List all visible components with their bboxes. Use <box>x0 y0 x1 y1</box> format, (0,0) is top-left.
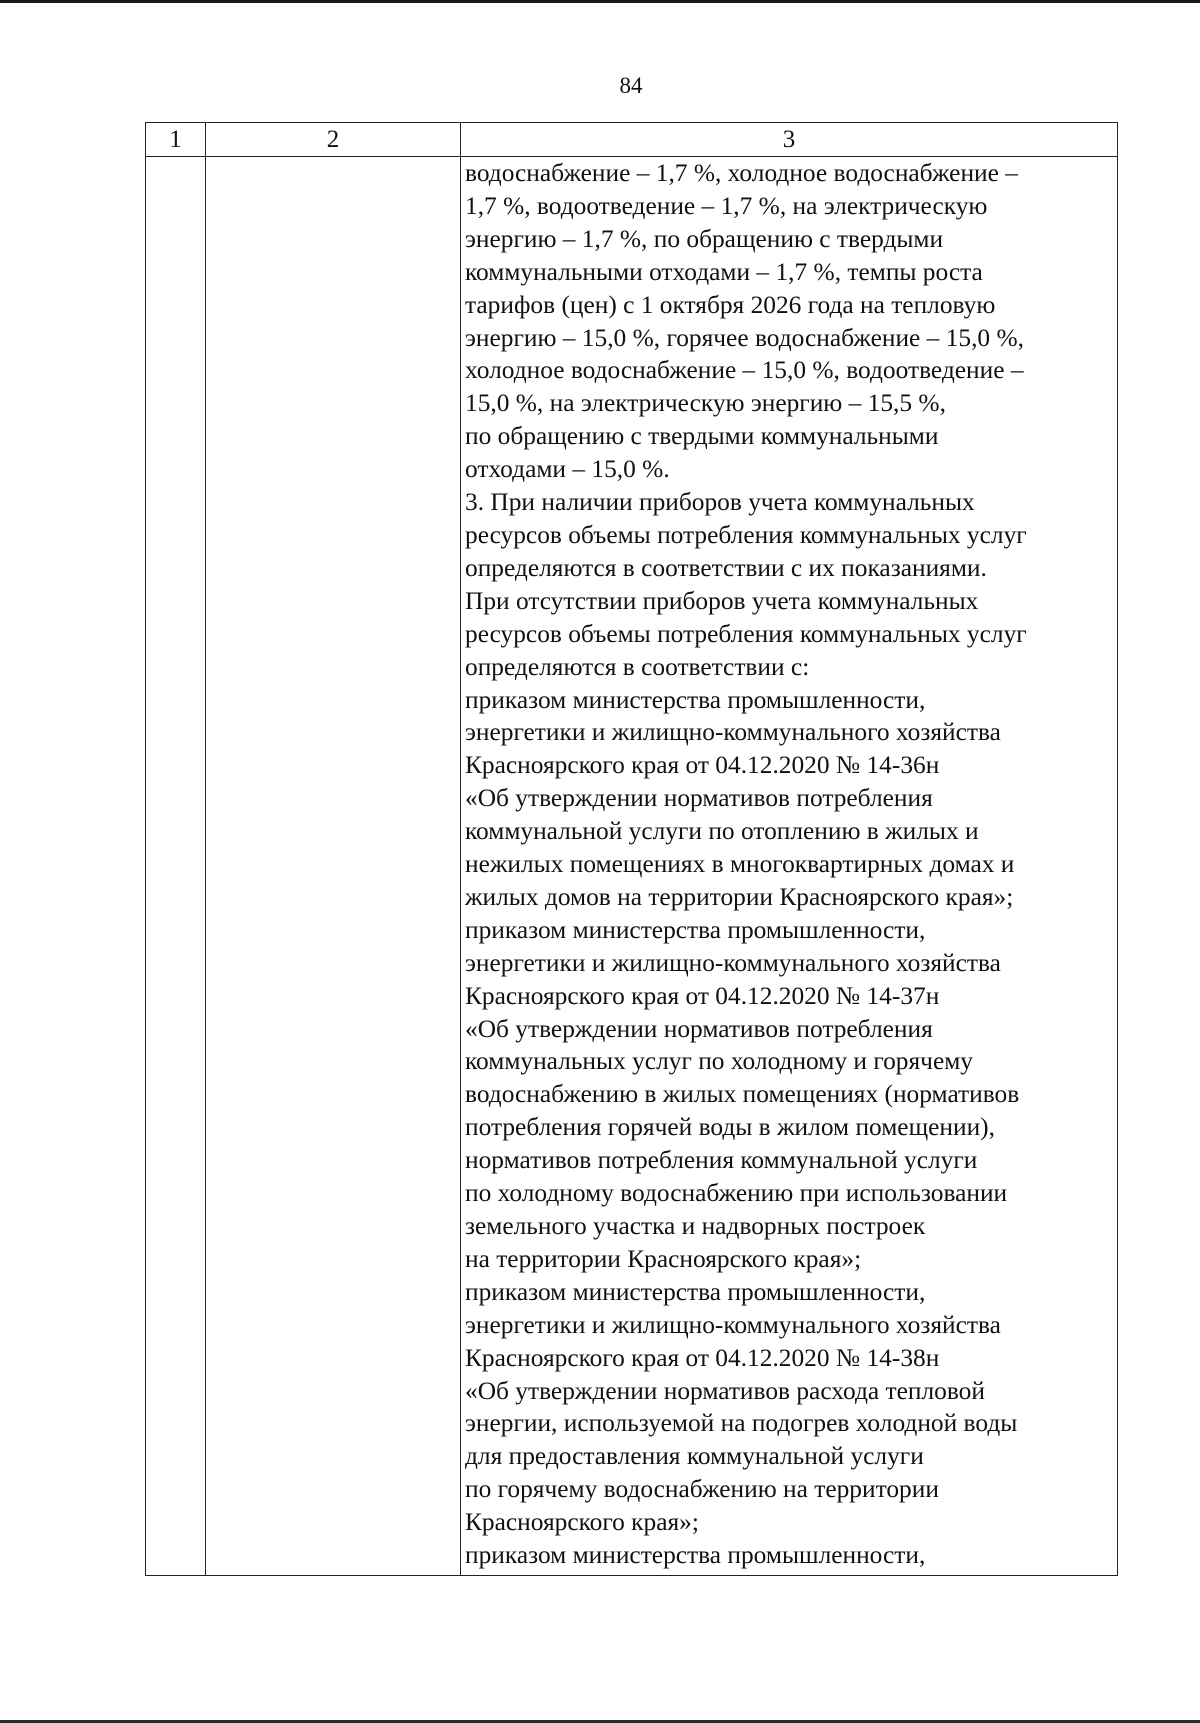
text-line: определяются в соответствии с их показаниями. <box>465 553 987 582</box>
table-row <box>146 157 1118 1576</box>
text-line: нормативов потребления коммунальной услуги <box>465 1146 978 1175</box>
column-header-2: 2 <box>206 123 461 157</box>
text-line: коммунальной услуги по отоплению в жилых и <box>465 817 979 846</box>
text-line: При отсутствии приборов учета коммунальных <box>465 586 979 615</box>
page-number: 84 <box>619 73 643 98</box>
text-line: по холодному водоснабжению при использовании <box>465 1179 1008 1208</box>
text-line: по обращению с твердыми коммунальными <box>465 422 939 451</box>
text-line: жилых домов на территории Красноярского края»; <box>465 882 1014 911</box>
text-line: земельного участка и надворных построек <box>465 1212 926 1240</box>
text-line: Красноярского края»; <box>465 1508 699 1537</box>
text-line: энергию – 15,0 %, горячее водоснабжение – 15,0 %, <box>465 323 1024 352</box>
text-line: по горячему водоснабжению на территории <box>465 1475 939 1504</box>
text-line: холодное водоснабжение – 15,0 %, водоотведение – <box>465 356 1024 385</box>
text-line: коммунальных услуг по холодному и горячему <box>465 1047 973 1076</box>
text-line: 3. При наличии приборов учета коммунальных <box>465 488 975 517</box>
text-line: водоснабжение – 1,7 %, холодное водоснабжение – <box>465 159 1018 187</box>
text-line: Красноярского края от 04.12.2020 № 14-36н <box>465 751 940 780</box>
text-line: на территории Красноярского края»; <box>465 1244 862 1273</box>
text-line: водоснабжению в жилых помещениях (нормативов <box>465 1080 1020 1109</box>
text-line: энергетики и жилищно-коммунального хозяйства <box>465 948 1001 977</box>
cell-column-1 <box>146 157 206 1576</box>
cell-column-3 <box>461 157 1118 1576</box>
text-line: «Об утверждении нормативов расхода тепловой <box>465 1376 985 1405</box>
text-line: 15,0 %, на электрическую энергию – 15,5 %, <box>465 389 946 418</box>
text-line: приказом министерства промышленности, <box>465 685 926 714</box>
text-line: потребления горячей воды в жилом помещении), <box>465 1113 995 1142</box>
table-header-row <box>146 123 1118 157</box>
text-line: энергетики и жилищно-коммунального хозяйства <box>465 718 1001 747</box>
text-line: приказом министерства промышленности, <box>465 915 926 944</box>
cell-column-2 <box>206 157 461 1576</box>
text-line: энергетики и жилищно-коммунального хозяйства <box>465 1310 1001 1339</box>
text-line: ресурсов объемы потребления коммунальных услуг <box>465 619 1027 648</box>
text-line: 1,7 %, водоотведение – 1,7 %, на электрическую <box>465 191 988 220</box>
text-line: «Об утверждении нормативов потребления <box>465 1014 933 1043</box>
column-header-1: 1 <box>146 123 206 157</box>
text-line: для предоставления коммунальной услуги <box>465 1442 924 1471</box>
text-line: нежилых помещениях в многоквартирных домах и <box>465 850 1015 879</box>
scan-top-edge <box>0 0 1200 3</box>
text-line: Красноярского края от 04.12.2020 № 14-37н <box>465 981 940 1010</box>
document-table <box>145 122 1118 1576</box>
text-line: коммунальными отходами – 1,7 %, темпы роста <box>465 257 983 286</box>
text-line: Красноярского края от 04.12.2020 № 14-38н <box>465 1343 940 1372</box>
text-line: энергии, используемой на подогрев холодной воды <box>465 1409 1018 1438</box>
text-line: определяются в соответствии с: <box>465 652 810 681</box>
text-line: отходами – 15,0 %. <box>465 455 670 484</box>
text-line: «Об утверждении нормативов потребления <box>465 784 933 813</box>
text-line: приказом министерства промышленности, <box>465 1277 926 1306</box>
text-line: ресурсов объемы потребления коммунальных услуг <box>465 520 1027 549</box>
column-header-3: 3 <box>461 123 1118 157</box>
text-line: энергию – 1,7 %, по обращению с твердыми <box>465 224 944 253</box>
text-line: тарифов (цен) с 1 октября 2026 года на тепловую <box>465 290 996 319</box>
text-line: приказом министерства промышленности, <box>465 1541 926 1570</box>
